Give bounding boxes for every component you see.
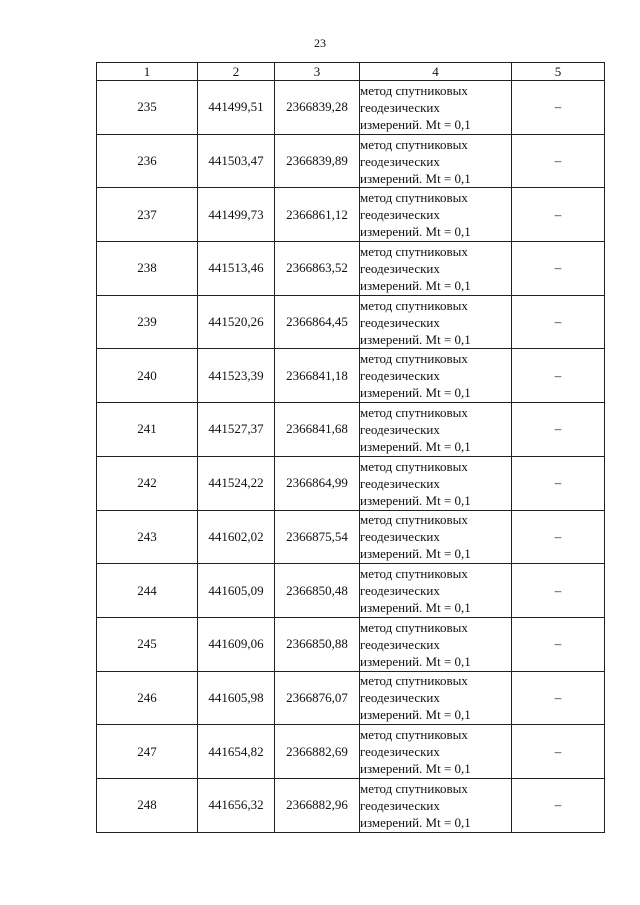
point-number-cell: 240: [97, 349, 198, 403]
method-cell: [360, 617, 512, 671]
method-line: метод спутниковых: [360, 190, 468, 206]
method-line: геодезических: [360, 260, 440, 276]
note-cell: –: [512, 242, 605, 296]
note-cell: –: [512, 81, 605, 135]
method-line: измерений. Mt = 0,1: [360, 546, 471, 562]
method-line: геодезических: [360, 797, 440, 813]
point-number-cell: 246: [97, 671, 198, 725]
x-coordinate-cell: 441602,02: [198, 510, 275, 564]
column-header: 5: [512, 63, 605, 81]
x-coordinate-cell: 441656,32: [198, 778, 275, 832]
y-coordinate-cell: 2366863,52: [275, 242, 360, 296]
method-line: метод спутниковых: [360, 673, 468, 689]
point-number-cell: 248: [97, 778, 198, 832]
x-coordinate-cell: 441654,82: [198, 725, 275, 779]
method-line: метод спутниковых: [360, 404, 468, 420]
method-line: метод спутниковых: [360, 780, 468, 796]
y-coordinate-cell: 2366864,45: [275, 295, 360, 349]
method-line: геодезических: [360, 421, 440, 437]
x-coordinate-cell: 441609,06: [198, 617, 275, 671]
x-coordinate-cell: 441524,22: [198, 456, 275, 510]
note-cell: –: [512, 456, 605, 510]
method-cell: [360, 242, 512, 296]
x-coordinate-cell: 441520,26: [198, 295, 275, 349]
point-number-cell: 243: [97, 510, 198, 564]
method-line: измерений. Mt = 0,1: [360, 761, 471, 777]
note-cell: –: [512, 295, 605, 349]
method-line: метод спутниковых: [360, 351, 468, 367]
y-coordinate-cell: 2366839,28: [275, 81, 360, 135]
x-coordinate-cell: 441605,09: [198, 564, 275, 618]
y-coordinate-cell: 2366841,68: [275, 403, 360, 457]
x-coordinate-cell: 441513,46: [198, 242, 275, 296]
table-row: [97, 81, 605, 135]
method-line: метод спутниковых: [360, 458, 468, 474]
method-cell: [360, 134, 512, 188]
method-line: измерений. Mt = 0,1: [360, 277, 471, 293]
point-number-cell: 239: [97, 295, 198, 349]
method-line: геодезических: [360, 690, 440, 706]
method-line: геодезических: [360, 153, 440, 169]
method-line: метод спутниковых: [360, 512, 468, 528]
table-row: [97, 403, 605, 457]
method-line: измерений. Mt = 0,1: [360, 438, 471, 454]
column-header: 1: [97, 63, 198, 81]
table-row: [97, 778, 605, 832]
page-number: 23: [314, 36, 326, 50]
column-header: 2: [198, 63, 275, 81]
y-coordinate-cell: 2366850,48: [275, 564, 360, 618]
x-coordinate-cell: 441499,73: [198, 188, 275, 242]
point-number-cell: 242: [97, 456, 198, 510]
method-line: измерений. Mt = 0,1: [360, 116, 471, 132]
method-line: геодезических: [360, 529, 440, 545]
point-number-cell: 235: [97, 81, 198, 135]
method-line: геодезических: [360, 207, 440, 223]
method-line: метод спутниковых: [360, 243, 468, 259]
method-cell: [360, 725, 512, 779]
y-coordinate-cell: 2366876,07: [275, 671, 360, 725]
table-row: [97, 617, 605, 671]
method-line: геодезических: [360, 314, 440, 330]
method-cell: [360, 81, 512, 135]
table-row: [97, 510, 605, 564]
method-line: метод спутниковых: [360, 566, 468, 582]
x-coordinate-cell: 441503,47: [198, 134, 275, 188]
method-line: измерений. Mt = 0,1: [360, 331, 471, 347]
table-row: [97, 134, 605, 188]
method-cell: [360, 188, 512, 242]
method-line: измерений. Mt = 0,1: [360, 707, 471, 723]
method-line: измерений. Mt = 0,1: [360, 170, 471, 186]
note-cell: –: [512, 403, 605, 457]
method-line: измерений. Mt = 0,1: [360, 653, 471, 669]
x-coordinate-cell: 441499,51: [198, 81, 275, 135]
note-cell: –: [512, 564, 605, 618]
column-header: 3: [275, 63, 360, 81]
table-row: [97, 725, 605, 779]
column-header: 4: [360, 63, 512, 81]
table-header-row: [97, 63, 605, 81]
method-cell: [360, 671, 512, 725]
table-row: [97, 188, 605, 242]
table-row: [97, 564, 605, 618]
note-cell: –: [512, 134, 605, 188]
method-line: метод спутниковых: [360, 619, 468, 635]
y-coordinate-cell: 2366864,99: [275, 456, 360, 510]
method-cell: [360, 349, 512, 403]
y-coordinate-cell: 2366850,88: [275, 617, 360, 671]
point-number-cell: 236: [97, 134, 198, 188]
method-line: измерений. Mt = 0,1: [360, 814, 471, 830]
method-line: геодезических: [360, 583, 440, 599]
method-cell: [360, 510, 512, 564]
point-number-cell: 237: [97, 188, 198, 242]
note-cell: –: [512, 725, 605, 779]
method-line: геодезических: [360, 99, 440, 115]
y-coordinate-cell: 2366882,96: [275, 778, 360, 832]
y-coordinate-cell: 2366839,89: [275, 134, 360, 188]
method-line: метод спутниковых: [360, 82, 468, 98]
point-number-cell: 245: [97, 617, 198, 671]
method-cell: [360, 403, 512, 457]
method-line: геодезических: [360, 475, 440, 491]
note-cell: –: [512, 510, 605, 564]
y-coordinate-cell: 2366861,12: [275, 188, 360, 242]
note-cell: –: [512, 671, 605, 725]
table-row: [97, 349, 605, 403]
note-cell: –: [512, 188, 605, 242]
method-cell: [360, 295, 512, 349]
method-line: измерений. Mt = 0,1: [360, 385, 471, 401]
coordinates-table: [96, 62, 605, 833]
x-coordinate-cell: 441605,98: [198, 671, 275, 725]
point-number-cell: 247: [97, 725, 198, 779]
point-number-cell: 241: [97, 403, 198, 457]
note-cell: –: [512, 617, 605, 671]
point-number-cell: 238: [97, 242, 198, 296]
note-cell: –: [512, 349, 605, 403]
method-line: геодезических: [360, 368, 440, 384]
method-line: измерений. Mt = 0,1: [360, 492, 471, 508]
method-line: метод спутниковых: [360, 297, 468, 313]
table-row: [97, 671, 605, 725]
y-coordinate-cell: 2366882,69: [275, 725, 360, 779]
y-coordinate-cell: 2366841,18: [275, 349, 360, 403]
method-line: измерений. Mt = 0,1: [360, 224, 471, 240]
y-coordinate-cell: 2366875,54: [275, 510, 360, 564]
method-cell: [360, 778, 512, 832]
method-line: измерений. Mt = 0,1: [360, 600, 471, 616]
table-row: [97, 456, 605, 510]
x-coordinate-cell: 441527,37: [198, 403, 275, 457]
method-cell: [360, 564, 512, 618]
table-body: [97, 81, 605, 833]
method-line: метод спутниковых: [360, 136, 468, 152]
table-row: [97, 295, 605, 349]
point-number-cell: 244: [97, 564, 198, 618]
method-cell: [360, 456, 512, 510]
method-line: геодезических: [360, 636, 440, 652]
note-cell: –: [512, 778, 605, 832]
table-row: [97, 242, 605, 296]
method-line: геодезических: [360, 744, 440, 760]
x-coordinate-cell: 441523,39: [198, 349, 275, 403]
method-line: метод спутниковых: [360, 727, 468, 743]
